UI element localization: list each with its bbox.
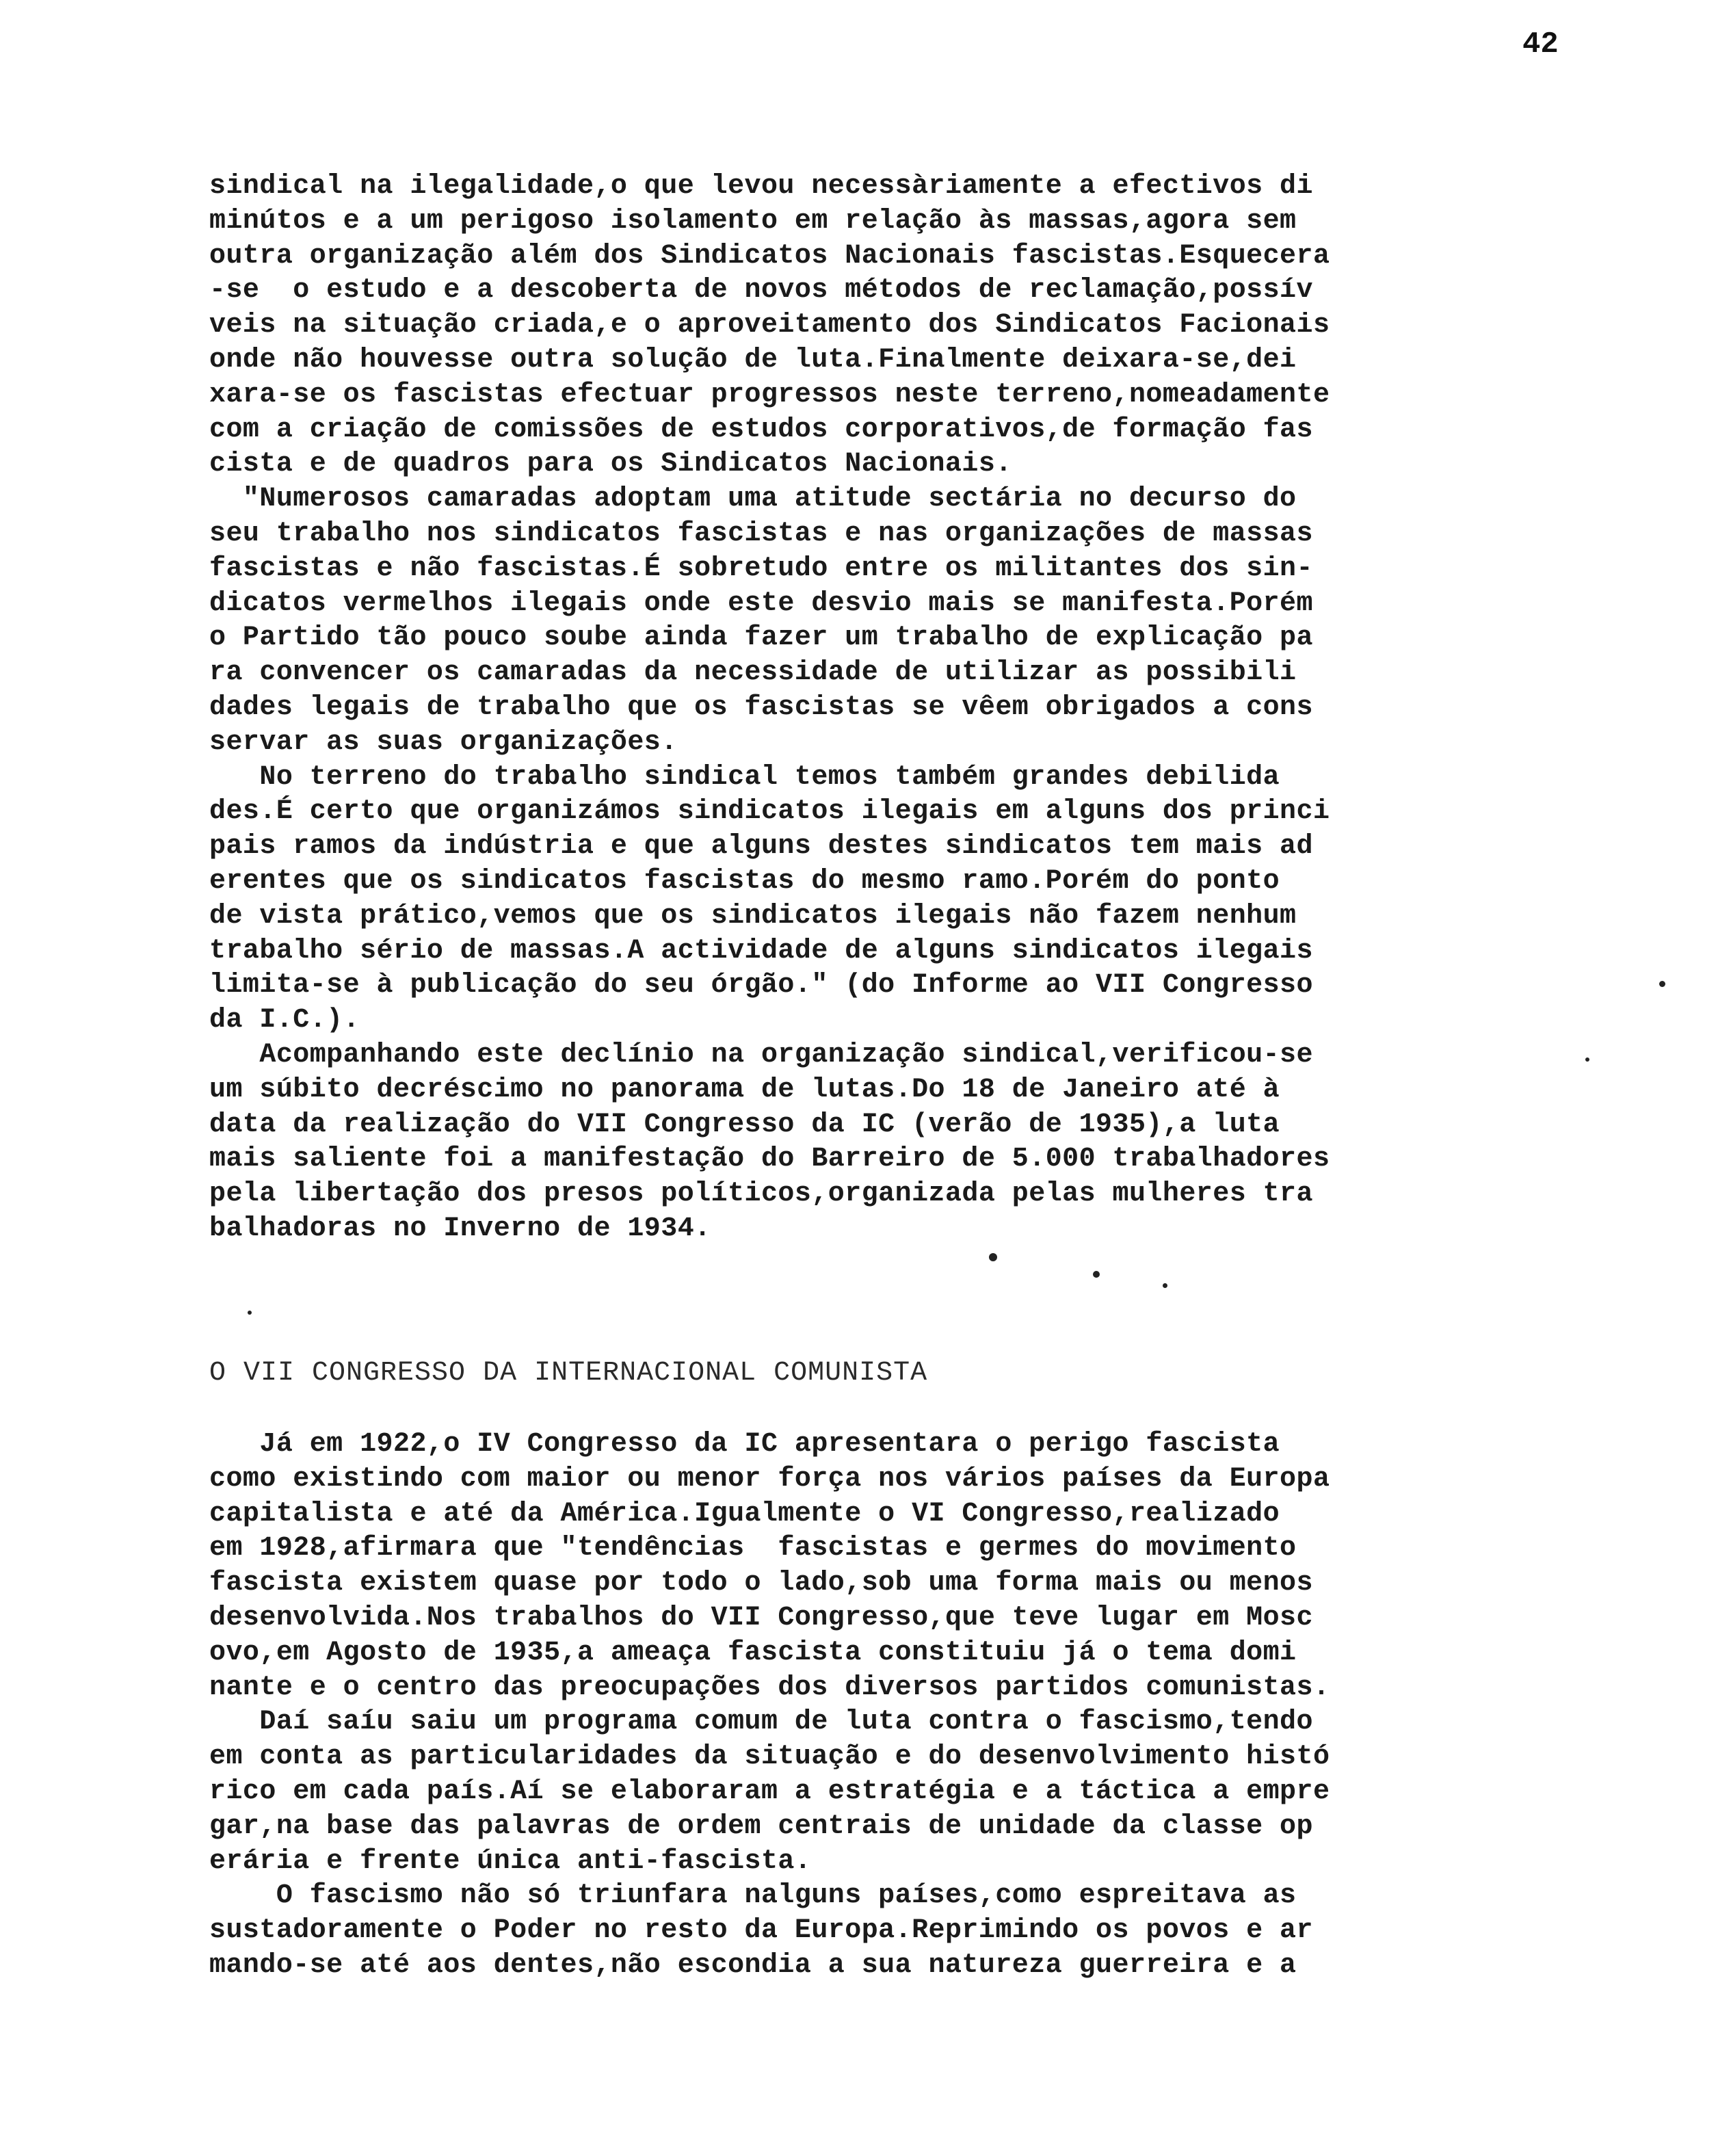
text-line: dades legais de trabalho que os fascistas se vêem obrigados a cons — [209, 692, 1313, 723]
text-line: Acompanhando este declínio na organização sindical,verificou-se — [209, 1039, 1313, 1070]
text-line: o Partido tão pouco soube ainda fazer um trabalho de explicação pa — [209, 622, 1313, 654]
text-line: O fascismo não só triunfara nalguns países,como espreitava as — [209, 1880, 1297, 1912]
scan-speck — [248, 1311, 252, 1315]
text-line: como existindo com maior ou menor força nos vários países da Europa — [209, 1463, 1330, 1495]
text-line: xara-se os fascistas efectuar progressos neste terreno,nomeadamente — [209, 379, 1330, 410]
text-line: mais saliente foi a manifestação do Barreiro de 5.000 trabalhadores — [209, 1144, 1330, 1175]
text-line: outra organização além dos Sindicatos Nacionais fascistas.Esquecera — [209, 240, 1330, 272]
text-line: em conta as particularidades da situação e do desenvolvimento histó — [209, 1741, 1330, 1773]
text-line: -se o estudo e a descoberta de novos métodos de reclamação,possív — [209, 275, 1313, 306]
text-line: des.É certo que organizámos sindicatos ilegais em alguns dos princi — [209, 796, 1330, 828]
text-line: limita-se à publicação do seu órgão." (do Informe ao VII Congresso — [209, 970, 1313, 1001]
text-line: nante e o centro das preocupações dos diversos partidos comunistas. — [209, 1672, 1330, 1703]
text-line: onde não houvesse outra solução de luta.Finalmente deixara-se,dei — [209, 344, 1297, 376]
text-line: mando-se até aos dentes,não escondia a sua natureza guerreira e a — [209, 1949, 1297, 1981]
text-line: data da realização do VII Congresso da IC (verão de 1935),a luta — [209, 1109, 1280, 1140]
text-line: servar as suas organizações. — [209, 726, 678, 758]
scan-speck — [1093, 1271, 1100, 1278]
text-line: com a criação de comissões de estudos corporativos,de formação fas — [209, 414, 1313, 445]
text-line: dicatos vermelhos ilegais onde este desvio mais se manifesta.Porém — [209, 588, 1313, 619]
text-line: fascista existem quase por todo o lado,sob uma forma mais ou menos — [209, 1568, 1313, 1599]
text-line: de vista prático,vemos que os sindicatos ilegais não fazem nenhum — [209, 900, 1297, 932]
text-line: desenvolvida.Nos trabalhos do VII Congresso,que teve lugar em Mosc — [209, 1602, 1313, 1633]
text-line: pais ramos da indústria e que alguns destes sindicatos tem mais ad — [209, 831, 1313, 863]
text-line: balhadoras no Inverno de 1934. — [209, 1213, 711, 1244]
text-line: sindical na ilegalidade,o que levou necessàriamente a efectivos di — [209, 171, 1313, 202]
text-line: pela libertação dos presos políticos,organizada pelas mulheres tra — [209, 1179, 1313, 1210]
text-line: capitalista e até da América.Igualmente o VI Congresso,realizado — [209, 1498, 1280, 1529]
scan-speck — [1585, 1057, 1589, 1062]
text-line: No terreno do trabalho sindical temos também grandes debilida — [209, 761, 1280, 793]
text-line: rico em cada país.Aí se elaboraram a estratégia e a táctica a empre — [209, 1776, 1330, 1807]
text-line: fascistas e não fascistas.É sobretudo entre os militantes dos sin- — [209, 553, 1313, 584]
text-line: minútos e a um perigoso isolamento em relação às massas,agora sem — [209, 205, 1297, 237]
scan-speck — [1163, 1283, 1167, 1288]
text-line: trabalho sério de massas.A actividade de alguns sindicatos ilegais — [209, 935, 1313, 967]
text-line: veis na situação criada,e o aproveitamento dos Sindicatos Facionais — [209, 310, 1330, 341]
scan-speck — [1659, 981, 1665, 987]
text-line: erária e frente única anti-fascista. — [209, 1845, 812, 1877]
text-line: ra convencer os camaradas da necessidade de utilizar as possibili — [209, 657, 1297, 689]
section1-text — [209, 170, 1570, 1247]
text-line: gar,na base das palavras de ordem centrais de unidade da classe op — [209, 1811, 1313, 1842]
text-line: da I.C.). — [209, 1005, 360, 1036]
page-number: 42 — [1522, 27, 1559, 62]
text-line: sustadoramente o Poder no resto da Europa.Reprimindo os povos e ar — [209, 1915, 1313, 1947]
text-line: "Numerosos camaradas adoptam uma atitude sectária no decurso do — [209, 484, 1297, 515]
text-line: Já em 1922,o IV Congresso da IC apresentara o perigo fascista — [209, 1429, 1280, 1460]
scan-speck — [989, 1253, 997, 1261]
section-heading: O VII CONGRESSO DA INTERNACIONAL COMUNISTA — [209, 1358, 928, 1389]
text-line: erentes que os sindicatos fascistas do mesmo ramo.Porém do ponto — [209, 865, 1280, 897]
text-line: ovo,em Agosto de 1935,a ameaça fascista constituiu já o tema domi — [209, 1637, 1297, 1668]
text-line: um súbito decréscimo no panorama de lutas.Do 18 de Janeiro até à — [209, 1074, 1280, 1105]
text-line: cista e de quadros para os Sindicatos Nacionais. — [209, 449, 1012, 480]
text-line: Daí saíu saiu um programa comum de luta contra o fascismo,tendo — [209, 1707, 1313, 1738]
section2-text — [209, 1428, 1570, 1984]
text-line: em 1928,afirmara que "tendências fascistas e germes do movimento — [209, 1533, 1297, 1564]
text-line: seu trabalho nos sindicatos fascistas e nas organizações de massas — [209, 518, 1313, 549]
